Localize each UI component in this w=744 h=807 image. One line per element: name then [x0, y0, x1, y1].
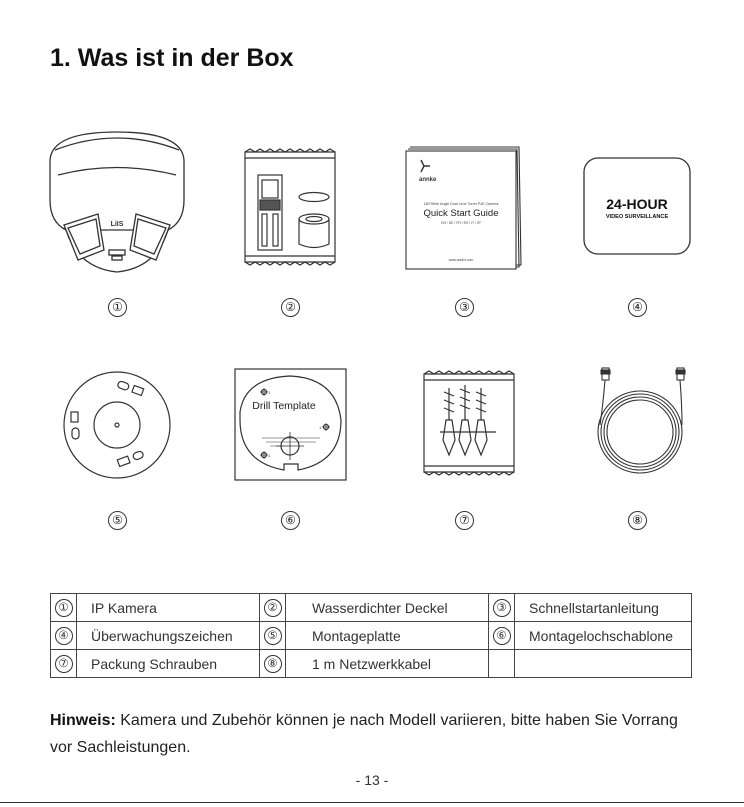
- table-cell-empty: [489, 650, 515, 678]
- table-number: ⑦: [55, 655, 73, 673]
- table-cell-empty: [515, 650, 692, 678]
- guide-url: www.annke.com: [448, 258, 474, 262]
- guide-title: Quick Start Guide: [423, 208, 499, 219]
- table-number: ④: [55, 627, 73, 645]
- table-number: ⑤: [264, 627, 282, 645]
- table-cell: Überwachungszeichen: [77, 622, 260, 650]
- item-number-3: ③: [455, 298, 474, 317]
- guide-subtitle: 180°Wide Angle Dual Lens Turret PoE Camera: [423, 202, 499, 206]
- table-cell: IP Kamera: [77, 594, 260, 622]
- template-mark-b: 1: [319, 425, 322, 430]
- note: [50, 707, 700, 761]
- item-number-6: ⑥: [281, 511, 300, 530]
- item-number-1: ①: [108, 298, 127, 317]
- item-number-2: ②: [281, 298, 300, 317]
- guide-brand: annke: [419, 177, 437, 183]
- item-number-5: ⑤: [108, 511, 127, 530]
- page-number: - 13 -: [355, 772, 389, 788]
- template-mark-c: 1: [268, 453, 271, 458]
- table-number: ①: [55, 599, 73, 617]
- table-cell: Schnellstartanleitung: [515, 594, 692, 622]
- item-number-8: ⑧: [628, 511, 647, 530]
- table-cell: Montageplatte: [286, 622, 489, 650]
- bottom-divider: [0, 802, 744, 803]
- sign-line-2: VIDEO SURVEILLANCE: [605, 214, 669, 220]
- table-cell: Wasserdichter Deckel: [286, 594, 489, 622]
- camera-logo: LiIS: [110, 221, 124, 228]
- table-row: [51, 622, 692, 650]
- template-title: Drill Template: [252, 400, 316, 412]
- sign-line-1: 24-HOUR: [606, 196, 668, 212]
- page-title: 1. Was ist in der Box: [50, 44, 294, 72]
- item-number-4: ④: [628, 298, 647, 317]
- table-cell: Packung Schrauben: [77, 650, 260, 678]
- guide-languages: EN / DE / FR / ES / IT / JP: [441, 221, 481, 225]
- template-mark-a: 1: [268, 390, 271, 395]
- table-row: [51, 650, 692, 678]
- table-cell: 1 m Netzwerkkabel: [286, 650, 489, 678]
- item-number-7: ⑦: [455, 511, 474, 530]
- table-number: ⑧: [264, 655, 282, 673]
- table-number: ②: [264, 599, 282, 617]
- note-label: Hinweis:: [50, 712, 116, 729]
- table-row: [51, 594, 692, 622]
- table-cell: Montagelochschablone: [515, 622, 692, 650]
- table-number: ⑥: [493, 627, 511, 645]
- parts-table: [50, 593, 692, 678]
- note-text: Kamera und Zubehör können je nach Modell variieren, bitte haben Sie Vorrang vor Sachleistungen.: [50, 712, 678, 756]
- table-number: ③: [493, 599, 511, 617]
